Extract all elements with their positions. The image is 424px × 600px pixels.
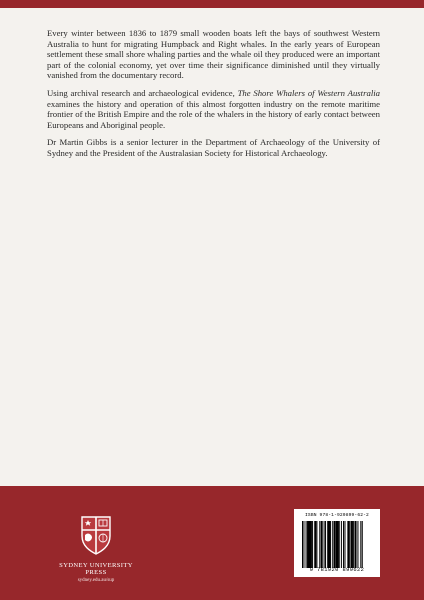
university-crest-icon [80,515,112,555]
blurb-paragraph-1: Every winter between 1836 to 1879 small wooden boats left the bays of southwest Western Australia to hunt for migrating Humpback and Right whales. In the early years of European settlement these small shore whaling parties and the whale oil they produced were an important part of the colonial economy, yet over time their significance diminished until they virtually vanished from the documentary record. [47,28,380,81]
barcode-bars [302,521,378,568]
barcode [294,509,380,577]
barcode-digits: 9 781920 899622 [309,567,365,573]
blurb-text [47,28,380,166]
book-title: The Shore Whalers of Western Australia [237,87,380,98]
blurb-paragraph-2 [47,88,380,130]
publisher-name: SYDNEY UNIVERSITY PRESS [59,562,133,576]
publisher-url: sydney.edu.au/sup [77,578,115,583]
blurb-paragraph-2-intro: Using archival research and archaeological evidence, [47,87,238,98]
isbn-label: ISBN 978-1-920899-62-2 [305,513,369,518]
footer-band [0,486,424,600]
publisher-block [48,562,144,583]
author-bio: Dr Martin Gibbs is a senior lecturer in the Department of Archaeology of the University of Sydney and the President of the Australasian Society for Historical Archaeology. [47,137,380,158]
top-accent-bar [0,0,424,8]
blurb-paragraph-2-body: examines the history and operation of this almost forgotten industry on the remote maritime frontier of the British Empire and the role of the whalers in the history of early contact between Europeans and Aboriginal people. [47,98,380,130]
